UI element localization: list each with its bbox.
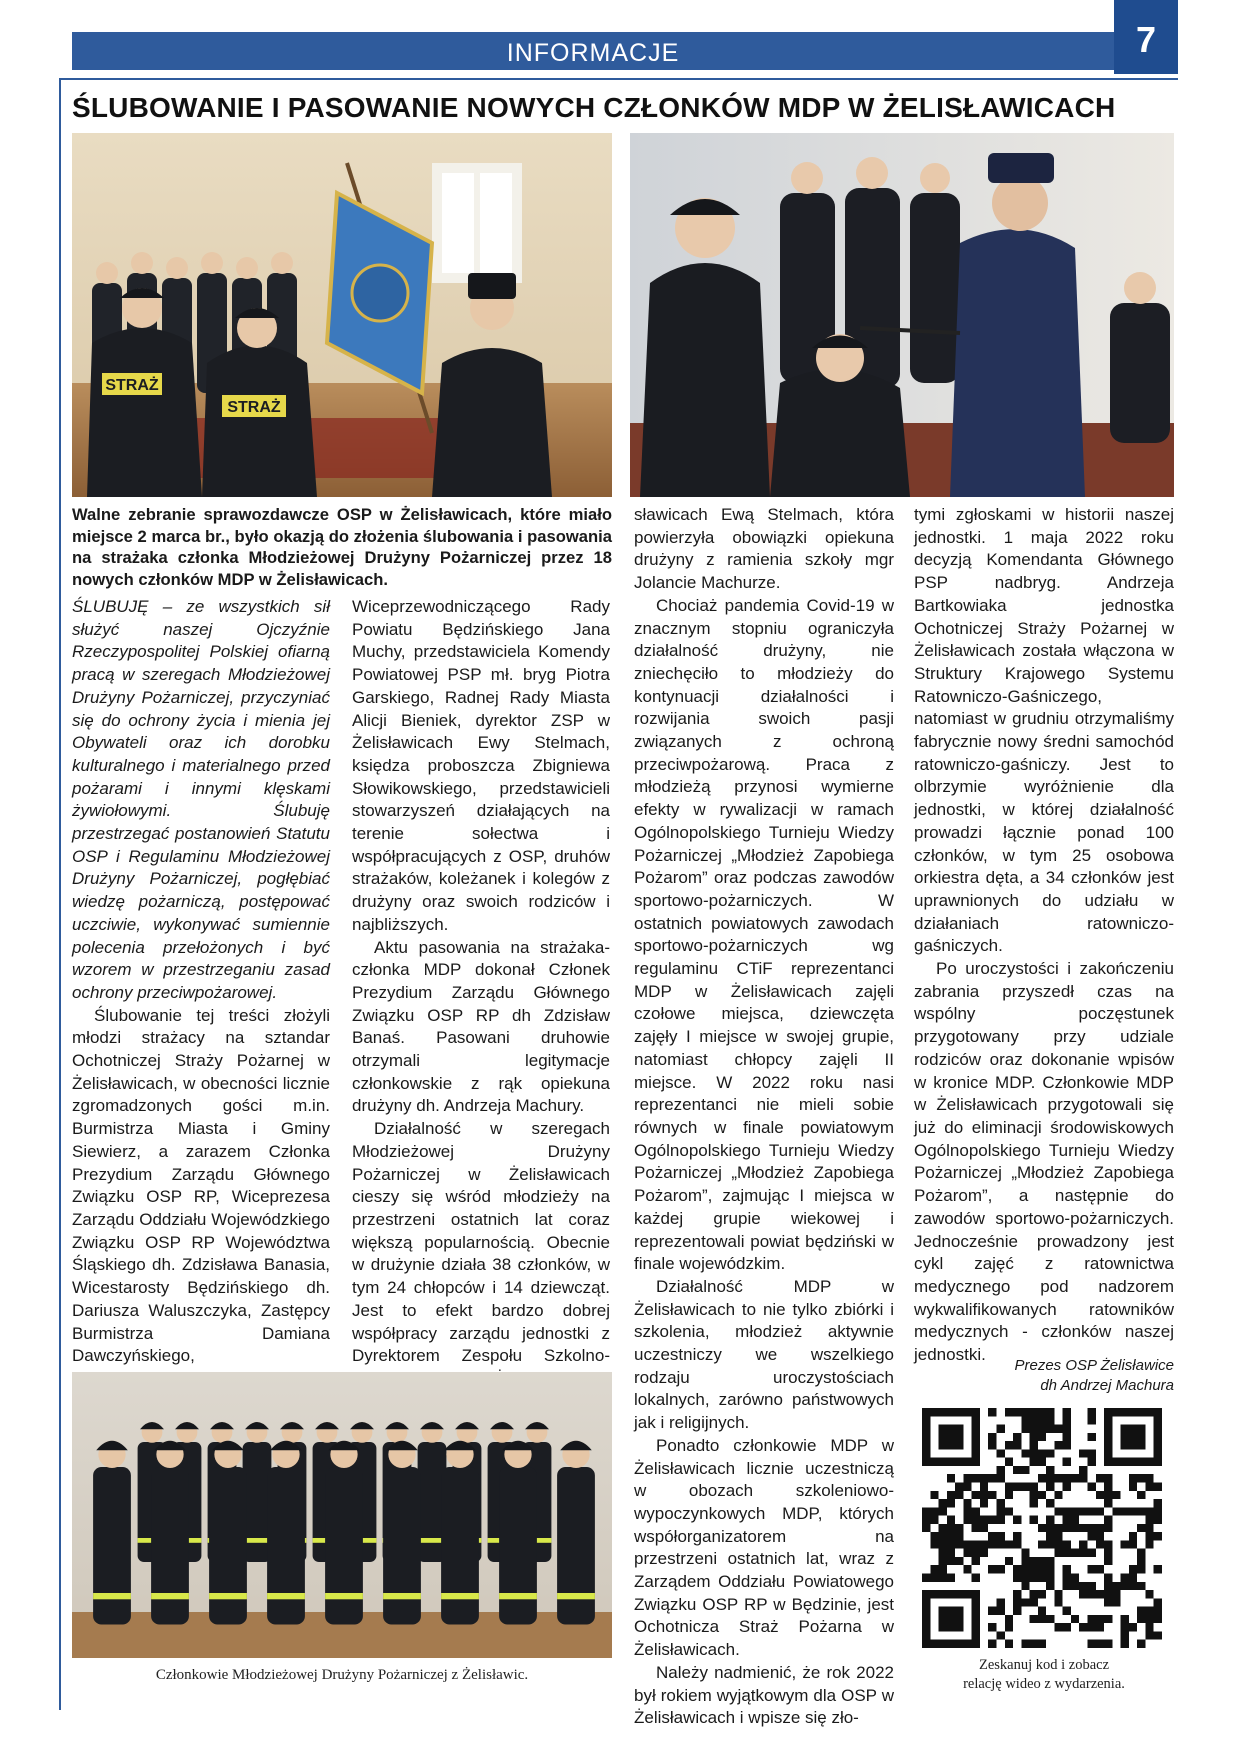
photo-oath-ceremony <box>72 133 612 497</box>
photo-caption-group: Członkowie Młodzieżowej Drużyny Pożarniczej z Żelisławic. <box>155 1667 529 1683</box>
author-signature <box>914 1356 1174 1396</box>
uniform-label: STRAŻ <box>227 399 281 416</box>
photo-caption-main: Walne zebranie sprawozdawcze OSP w Żelisławicach, które miało miejsce 2 marca br., było okazją do złożenia ślubowania i pasowania na strażaka członka Młodzieżowej Drużyny Pożarniczej przez 18 nowych członków MDP w Żelisławicach. <box>72 505 612 589</box>
paragraph: Wiceprzewodniczącego Rady Powiatu Będzińskiego Jana Muchy, przedstawiciela Komendy Powiatowej PSP mł. bryg Piotra Garskiego, Radnej Rady Miasta Alicji Bieniek, dyrektor ZSP w Żelisławicach Ewy Stelmach, księdza proboszcza Zbigniewa Słowikowskiego, przedstawicieli stowarzyszeń działających na terenie sołectwa i współpracujących z OSP, druhów strażaków, koleżanek i kolegów z drużyny oraz swoich rodziców i najbliższych. <box>352 597 610 934</box>
article-column-2 <box>352 596 610 1391</box>
qr-caption-line: relację wideo z wydarzenia. <box>963 1676 1125 1692</box>
header-rule <box>60 78 1178 80</box>
paragraph: tymi zgłoskami w historii naszej jednostki. 1 maja 2022 roku decyzją Komendanta Głównego PSP nadbryg. Andrzeja Bartkowiaka jednostka Ochotniczej Straży Pożarnej w Żelisławicach została włączona w Struktury Krajowego Systemu Ratowniczo-Gaśniczego, natomiast w grudniu otrzymaliśmy fabrycznie nowy średni samochód ratowniczo-gaśniczy. Jest to olbrzymie wyróżnienie dla jednostki, w której działalność prowadzi łącznie ponad 100 członków, w tym 25 osobowa orkiestra dęta, a 34 członków jest uprawnionych do udziału w działaniach ratowniczo-gaśniczych. <box>914 505 1174 956</box>
left-margin-rule <box>59 78 61 1710</box>
paragraph: Ślubowanie tej treści złożyli młodzi strażacy na sztandar Ochotniczej Straży Pożarnej w Żelisławicach, w obecności licznie zgromadzonych gości m.in. Burmistrza Miasta i Gminy Siewierz, a zarazem Członka Prezydium Zarządu Głównego Związku OSP RP, Wiceprezesa Zarządu Oddziału Wojewódzkiego Związku OSP RP Województwa Śląskiego dh. Zdzisława Banasia, Wicestarosty Będzińskiego dh. Dariusza Waluszczyka, Zastępcy Burmistrza Damiana Dawczyńskiego, <box>72 1005 330 1366</box>
article-column-3 <box>634 504 894 1730</box>
page-number: 7 <box>1114 0 1178 74</box>
paragraph: Aktu pasowania na strażaka-członka MDP dokonał Członek Prezydium Zarządu Głównego Związku OSP RP dh Zdzisław Banaś. Pasowani druhowie otrzymali legitymacje członkowskie z rąk opiekuna drużyny dh. Andrzeja Machury. <box>352 937 610 1116</box>
paragraph: Należy nadmienić, że rok 2022 był rokiem wyjątkowym dla OSP w Żelisławicach i wpisze się zło- <box>634 1662 894 1728</box>
paragraph: Ponadto członkowie MDP w Żelisławicach licznie uczestniczą w obozach szkoleniowo-wypoczynkowych MDP, których współorganizatorem na przestrzeni ostatnich lat, wraz z Zarządem Oddziału Powiatowego Związku OSP RP w Będzinie, jest Ochotnicza Straż Pożarna w Żelisławicach. <box>634 1435 894 1660</box>
paragraph: Po uroczystości i zakończeniu zabrania przyszedł czas na wspólny poczęstunek przygotowany przy udziale rodziców oraz dokonanie wpisów w kronice MDP. Członkowie MDP w Żelisławicach przygotowali się już do eliminacji środowiskowych Ogólnopolskiego Turnieju Wiedzy Pożarniczej „Młodzież Zapobiega Pożarom”, a następnie do zawodów sportowo-pożarniczych. Jednocześnie prowadzony jest cykl zajęć z ratownictwa medycznego pod nadzorem wykwalifikowanych ratowników medycznych - członków naszej jednostki. <box>914 959 1174 1365</box>
article-column-1 <box>72 596 330 1368</box>
oath-text: ŚLUBUJĘ – ze wszystkich sił służyć naszej Ojczyźnie Rzeczypospolitej Polskiej ofiarną pracą w szeregach Młodzieżowej Drużyny Pożarniczej, przyczyniać się do ochrony życia i mienia jej Obywateli oraz ich dorobku kulturalnego i materialnego przed pożarami i innymi klęskami żywiołowymi. Ślubuję przestrzegać postanowień Statutu OSP i Regulaminu Młodzieżowej Drużyny Pożarniczej, pogłębiać wiedzę pożarniczą, postępować uczciwie, wykonywać sumiennie polecenia przełożonych i być wzorem w przestrzeganiu zasad ochrony przeciwpożarowej. <box>72 597 330 1002</box>
qr-caption <box>914 1656 1174 1694</box>
paragraph: Chociaż pandemia Covid-19 w znacznym stopniu ograniczyła działalność drużyny, nie zniechęciło to młodzieży do kontynuacji działalności i rozwijania swoich pasji związanych z ochroną przeciwpożarową. Praca z młodzieżą przynosi wymierne efekty w rywalizacji w ramach Ogólnopolskiego Turnieju Wiedzy Pożarniczej „Młodzież Zapobiega Pożarom” oraz podczas zawodów sportowo-pożarniczych. W ostatnich powiatowych zawodach sportowo-pożarniczych wg regulaminu CTiF reprezentanci MDP w Żelisławicach zajęli czołowe miejsca, dziewczęta zajęły I miejsce w swojej grupie, natomiast chłopcy zajęli II miejsce. W 2022 roku nasi reprezentanci nie mieli sobie równych w finale powiatowym Ogólnopolskiego Turnieju Wiedzy Pożarniczej „Młodzież Zapobiega Pożarom”, zajmując I miejsca w każdej grupie wiekowej i reprezentowali powiat będziński w finale wojewódzkim. <box>634 595 894 1274</box>
paragraph: Działalność MDP w Żelisławicach to nie tylko zbiórki i szkolenia, młodzież aktywnie uczestniczy we wszelkiego rodzaju uroczystościach lokalnych, zarówno państwowych jak i religijnych. <box>634 1276 894 1433</box>
uniform-label: STRAŻ <box>105 377 159 394</box>
article-title: ŚLUBOWANIE I PASOWANIE NOWYCH CZŁONKÓW MDP W ŻELISŁAWICACH <box>72 92 1116 123</box>
signature-role: Prezes OSP Żelisławice <box>1014 1357 1174 1374</box>
paragraph: Działalność w szeregach Młodzieżowej Drużyny Pożarniczej w Żelisławicach cieszy się wśród młodzieży na przestrzeni ostatnich lat coraz większą popularnością. Obecnie w drużynie działa 38 członków, w tym 24 chłopców i 14 dziewcząt. Jest to efekt bardzo dobrej współpracy zarządu jednostki z Dyrektorem Zespołu Szkolno- <box>352 1119 610 1366</box>
paragraph: sławicach Ewą Stelmach, która powierzyła obowiązki opiekuna drużyny z ramienia szkoły mgr Jolancie Machurze. <box>634 505 894 593</box>
section-title: INFORMACJE <box>506 39 680 67</box>
photo-knighting <box>630 133 1174 497</box>
photo-group <box>72 1372 612 1658</box>
article-column-4 <box>914 504 1174 1367</box>
qr-code <box>922 1408 1162 1648</box>
qr-caption-line: Zeskanuj kod i zobacz <box>978 1657 1110 1673</box>
signature-name: dh Andrzej Machura <box>1040 1377 1174 1394</box>
